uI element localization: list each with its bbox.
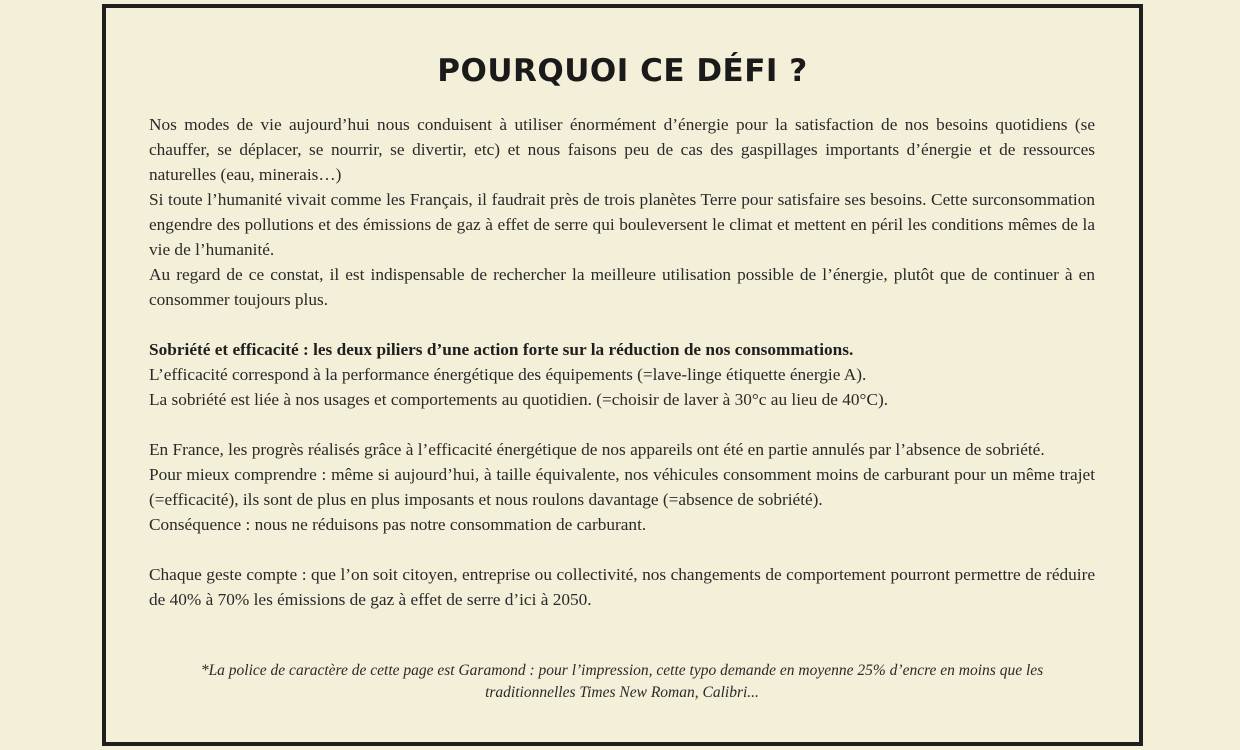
paragraph-comprendre: Pour mieux comprendre : même si aujourd’hui, à taille équivalente, nos véhicules consomment moins de carburant pour un même trajet (=efficacité), ils sont de plus en plus imposants et nous roulons davantage (=absence de sobriété).: [149, 465, 1095, 509]
page-title: POURQUOI CE DÉFI ?: [437, 53, 808, 89]
section-heading-sobriete-efficacite: Sobriété et efficacité : les deux piliers d’une action forte sur la réduction de nos consommations.: [149, 340, 854, 359]
paragraph-france: En France, les progrès réalisés grâce à l’efficacité énergétique de nos appareils ont été en partie annulés par l’absence de sobriété.: [149, 440, 1045, 459]
footnote: *La police de caractère de cette page est Garamond : pour l’impression, cette typo demande en moyenne 25% d’encre en moins que les traditionnelles Times New Roman, Calibri...: [200, 662, 1044, 701]
paragraph-consequence: Conséquence : nous ne réduisons pas notre consommation de carburant.: [149, 515, 647, 534]
paragraph-efficacite: L’efficacité correspond à la performance énergétique des équipements (=lave-linge étiquette énergie A).: [149, 365, 867, 384]
spacer: [149, 312, 1095, 337]
spacer: [149, 412, 1095, 437]
paragraph-constat: Au regard de ce constat, il est indispensable de rechercher la meilleure utilisation possible de l’énergie, plutôt que de continuer à en consommer toujours plus.: [149, 265, 1095, 309]
paragraph-sobriete: La sobriété est liée à nos usages et comportements au quotidien. (=choisir de laver à 30°c au lieu de 40°C).: [149, 390, 889, 409]
content-frame: [102, 4, 1143, 746]
paragraph-modes-de-vie: Nos modes de vie aujourd’hui nous conduisent à utiliser énormément d’énergie pour la satisfaction de nos besoins quotidiens (se chauffer, se déplacer, se nourrir, se divertir, etc) et nous faisons peu de cas des gaspillages importants d’énergie et de ressources naturelles (eau, minerais…): [149, 115, 1095, 184]
spacer: [149, 537, 1095, 562]
paragraph-humanite: Si toute l’humanité vivait comme les Français, il faudrait près de trois planètes Terre pour satisfaire ses besoins. Cette surconsommation engendre des pollutions et des émissions de gaz à effet de serre qui bouleversent le climat et mettent en péril les conditions mêmes de la vie de l’humanité.: [149, 190, 1095, 259]
paragraph-chaque-geste: Chaque geste compte : que l’on soit citoyen, entreprise ou collectivité, nos changements de comportement pourront permettre de réduire de 40% à 70% les émissions de gaz à effet de serre d’ici à 2050.: [149, 565, 1095, 609]
body-text: [149, 112, 1095, 612]
